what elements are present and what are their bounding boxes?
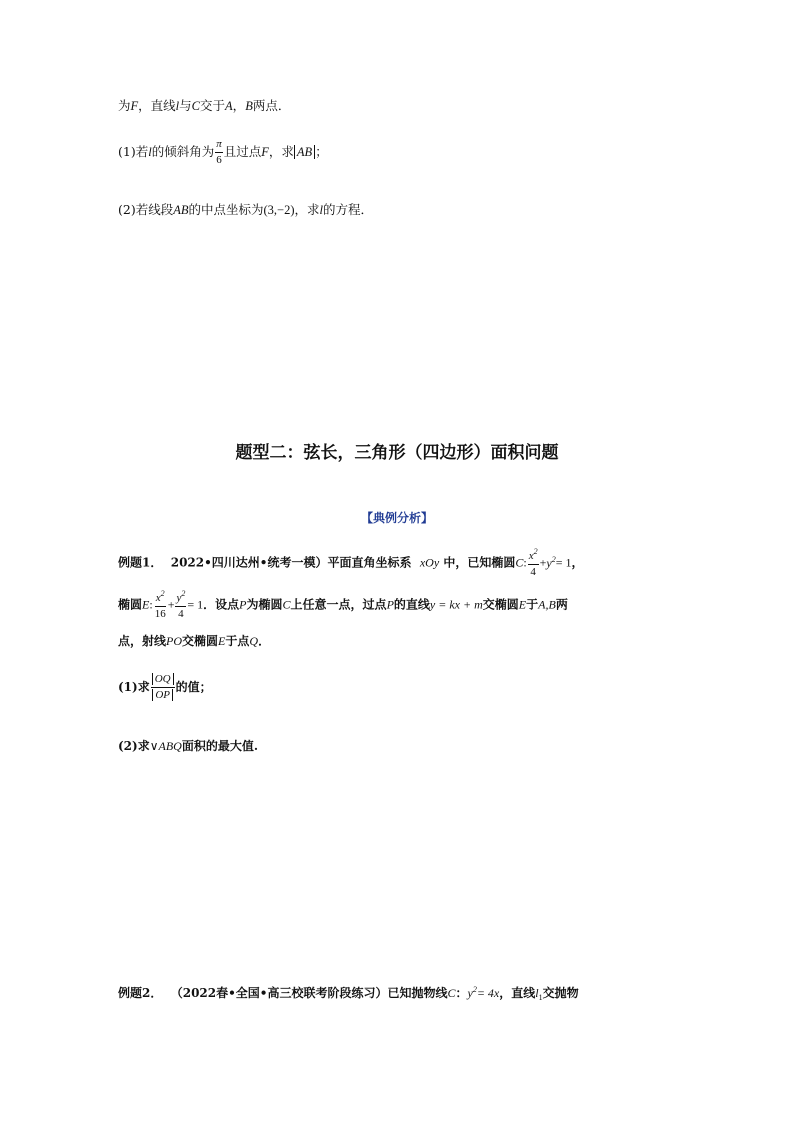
text: 的值； <box>175 680 212 694</box>
var-P: P <box>386 597 394 612</box>
text: 两 <box>555 597 568 612</box>
text: 面积的最大值. <box>181 739 259 753</box>
midpoint-coords: (3,−2) <box>263 203 295 217</box>
example-1-line-3 <box>118 632 270 649</box>
var-C: C <box>191 99 201 113</box>
text: 且过点 <box>223 144 262 159</box>
var-l: l <box>148 145 152 159</box>
var-F: F <box>261 145 269 159</box>
var-P: P <box>239 597 247 612</box>
text: ， <box>571 555 584 570</box>
section-subtitle: 【典例分析】 <box>360 511 433 525</box>
example-label: 例题2． <box>118 986 163 1000</box>
example-1-line-1: 例题1． 2022•四川达州•统考一模）平面直角坐标系 xOy 中，已知椭圆C: $\frac{x^2}{4}$ $+y^2= 1$， <box>118 547 584 578</box>
section-title: 题型二：弦长，三角形（四边形）面积问题 <box>235 443 559 463</box>
text: 的直线 <box>393 597 430 612</box>
text: 于点 <box>225 634 250 648</box>
text: 交抛物 <box>542 986 579 1000</box>
fraction-pi-over-6: $\frac{\pi}{6}$ <box>216 138 222 166</box>
var-AB: AB <box>173 203 189 217</box>
var-C: C <box>447 986 456 1000</box>
fraction-y2-over-4: $\frac{y^2}{4}$ <box>176 589 186 620</box>
text: ： <box>455 986 468 1000</box>
text: (1)求 <box>118 680 150 694</box>
example-1-question-1 <box>118 674 212 701</box>
line-equation: y = kx + m <box>429 597 483 612</box>
abs-AB: AB <box>294 145 315 159</box>
var-C: C <box>515 555 524 570</box>
text: 上任意一点，过点 <box>290 597 387 612</box>
example-2-line-1: 例题2． （2022春•全国•高三校联考阶段练习）已知抛物线C：$y^2= 4x$，直线$l_1$交抛物 <box>118 985 579 1002</box>
example-label: 例题1． <box>118 555 163 570</box>
text: 的中点坐标为 <box>188 202 264 217</box>
fraction-OQ-over-OP: $\frac{OQ}{OP}$ <box>151 674 175 701</box>
var-E: E <box>518 597 527 612</box>
text: (2)若线段 <box>118 202 174 217</box>
var-xOy: xOy <box>419 555 440 570</box>
var-E: E <box>218 634 226 648</box>
var-F: F <box>130 99 139 113</box>
intro-line <box>118 96 290 114</box>
var-AB: A,B <box>538 597 556 612</box>
var-Q: Q <box>249 634 259 648</box>
text: (2)求 <box>118 739 150 753</box>
text: ， <box>232 98 246 113</box>
fraction-x2-over-4: $\frac{x^2}{4}$ <box>528 547 538 578</box>
question-1 <box>118 139 328 166</box>
text: 两点． <box>252 98 291 113</box>
text: ．设点 <box>203 597 240 612</box>
example-source: 2022•四川达州•统考一模）平面直角坐标系 <box>170 555 412 570</box>
var-C: C <box>282 597 291 612</box>
example-1-line-2: 椭圆E: $\frac{x^2}{16}$ + $\frac{y^2}{4}$ = 1．设点P为椭圆C上任意一点，过点P的直线y = kx + m交椭圆E于A,B两 <box>118 589 568 620</box>
fraction-x2-over-16: $\frac{x^2}{16}$ <box>154 589 166 620</box>
var-A: A <box>225 99 233 113</box>
text: 点，射线 <box>118 634 167 648</box>
parabola-eq: = 4x <box>476 986 500 1000</box>
text: 交于 <box>200 98 226 113</box>
question-2 <box>118 200 373 218</box>
var-l: l <box>175 99 180 113</box>
triangle-ABQ: ∨ABQ <box>149 739 182 753</box>
var-E: E <box>142 597 150 612</box>
text: ，求 <box>268 144 294 159</box>
text: 的倾斜角为 <box>151 144 215 159</box>
var-B: B <box>245 99 253 113</box>
text: 于 <box>526 597 539 612</box>
var-l: l <box>319 203 324 217</box>
text: 为 <box>118 98 131 113</box>
text: 为椭圆 <box>246 597 283 612</box>
example-source: （2022春•全国•高三校联考阶段练习）已知抛物线 <box>170 986 448 1000</box>
text: 中，已知椭圆 <box>443 555 516 570</box>
text: 的方程． <box>323 202 374 217</box>
text: 交椭圆 <box>482 597 519 612</box>
text: (1)若 <box>118 144 149 159</box>
text: 椭圆 <box>118 597 143 612</box>
text: ，直线 <box>138 98 176 113</box>
text: 与 <box>179 98 192 113</box>
var-PO: PO <box>166 634 183 648</box>
text: ； <box>315 144 328 159</box>
var-l1: $l_1$ <box>535 986 543 1002</box>
text: 交椭圆 <box>182 634 219 648</box>
text: ，直线 <box>499 986 536 1000</box>
example-1-question-2 <box>118 737 258 754</box>
text: ，求 <box>294 202 320 217</box>
text: ． <box>258 634 271 648</box>
